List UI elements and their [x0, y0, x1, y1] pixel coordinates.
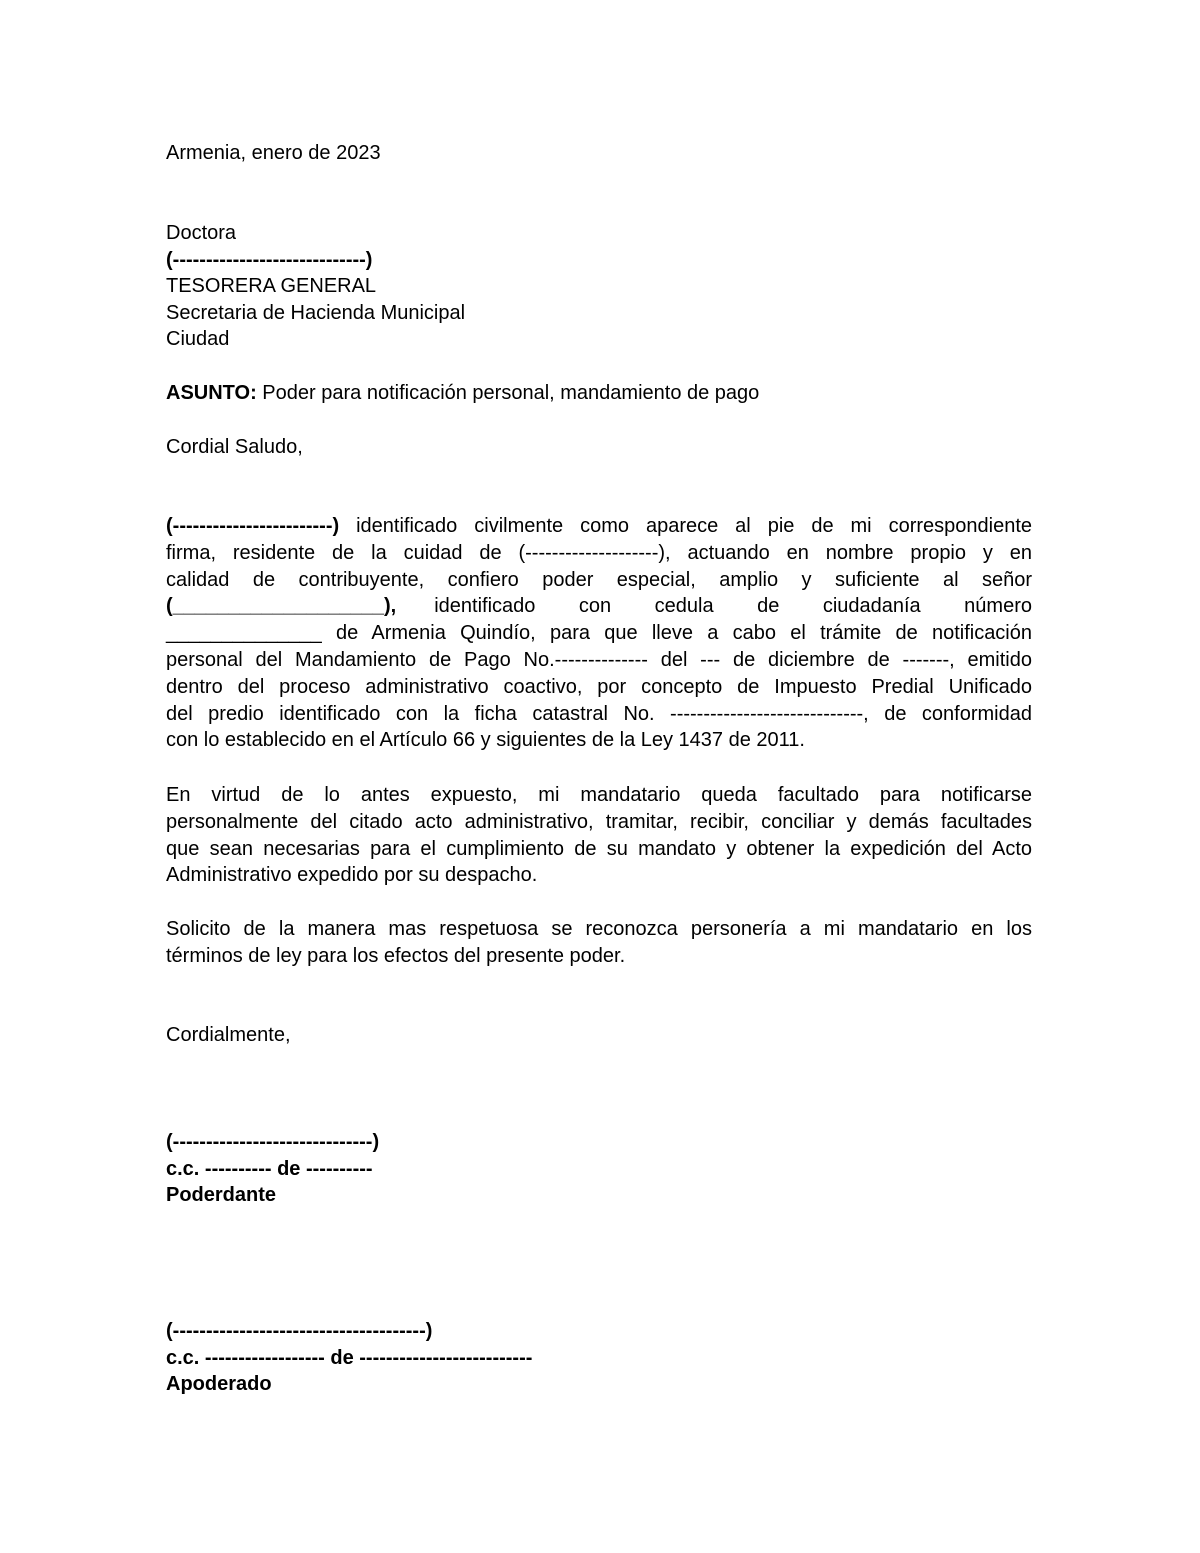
paragraph-line: que sean necesarias para el cumplimiento de su mandato y obtener la expedición del Acto	[166, 837, 1032, 860]
paragraph-line: términos de ley para los efectos del presente poder.	[166, 944, 626, 967]
recipient-office: Secretaria de Hacienda Municipal	[166, 302, 466, 324]
paragraph-line: calidad de contribuyente, confiero poder especial, amplio y suficiente al señor	[166, 568, 1032, 591]
grantor-signature-id: c.c. ---------- de ----------	[166, 1158, 373, 1180]
paragraph-line: Administrativo expedido por su despacho.	[166, 864, 538, 887]
attorney-signature-name: (--------------------------------------)	[166, 1320, 433, 1342]
paragraph-line: firma, residente de la cuidad de (--------------------), actuando en nombre propio y en	[166, 541, 1032, 564]
paragraph-line: personal del Mandamiento de Pago No.-------------- del --- de diciembre de -------, emitido	[166, 648, 1032, 671]
recipient-city: Ciudad	[166, 328, 230, 350]
subject-text: Poder para notificación personal, mandamiento de pago	[256, 382, 760, 404]
paragraph-line: con lo establecido en el Artículo 66 y siguientes de la Ley 1437 de 2011.	[166, 729, 805, 752]
paragraph-line: dentro del proceso administrativo coactivo, por concepto de Impuesto Predial Unificado	[166, 675, 1032, 698]
attorney-signature-role: Apoderado	[166, 1373, 272, 1395]
body-paragraph-1	[166, 513, 1032, 754]
paragraph-line: Solicito de la manera mas respetuosa se reconozca personería a mi mandatario en los	[166, 918, 1032, 940]
place-date: Armenia, enero de 2023	[166, 142, 381, 164]
paragraph-line: del predio identificado con la ficha catastral No. -----------------------------, de conformidad	[166, 702, 1032, 725]
paragraph-line: (------------------------) identificado civilmente como aparece al pie de mi correspondiente	[166, 515, 1032, 537]
attorney-name-blank: (___________________),	[166, 595, 397, 618]
subject-line	[166, 380, 759, 406]
body-paragraph-3	[166, 916, 1032, 970]
subject-label: ASUNTO:	[166, 382, 257, 404]
recipient-title: Doctora	[166, 222, 237, 244]
grantor-name-blank: (------------------------)	[166, 515, 340, 537]
paragraph-line: En virtud de lo antes expuesto, mi mandatario queda facultado para notificarse	[166, 784, 1032, 806]
paragraph-line: personalmente del citado acto administrativo, tramitar, recibir, conciliar y demás facultades	[166, 810, 1032, 833]
paragraph-line: (___________________), identificado con cedula de ciudadanía número	[166, 595, 1032, 618]
closing: Cordialmente,	[166, 1024, 291, 1046]
body-paragraph-2	[166, 782, 1032, 889]
grantor-signature-role: Poderdante	[166, 1184, 277, 1206]
recipient-name-blank: (-----------------------------)	[166, 249, 373, 271]
recipient-position: TESORERA GENERAL	[166, 275, 377, 297]
greeting: Cordial Saludo,	[166, 436, 303, 458]
attorney-signature-id: c.c. ------------------ de --------------------------	[166, 1347, 533, 1369]
paragraph-line: ______________ de Armenia Quindío, para que lleve a cabo el trámite de notificación	[166, 622, 1032, 645]
grantor-signature-name: (------------------------------)	[166, 1131, 380, 1153]
